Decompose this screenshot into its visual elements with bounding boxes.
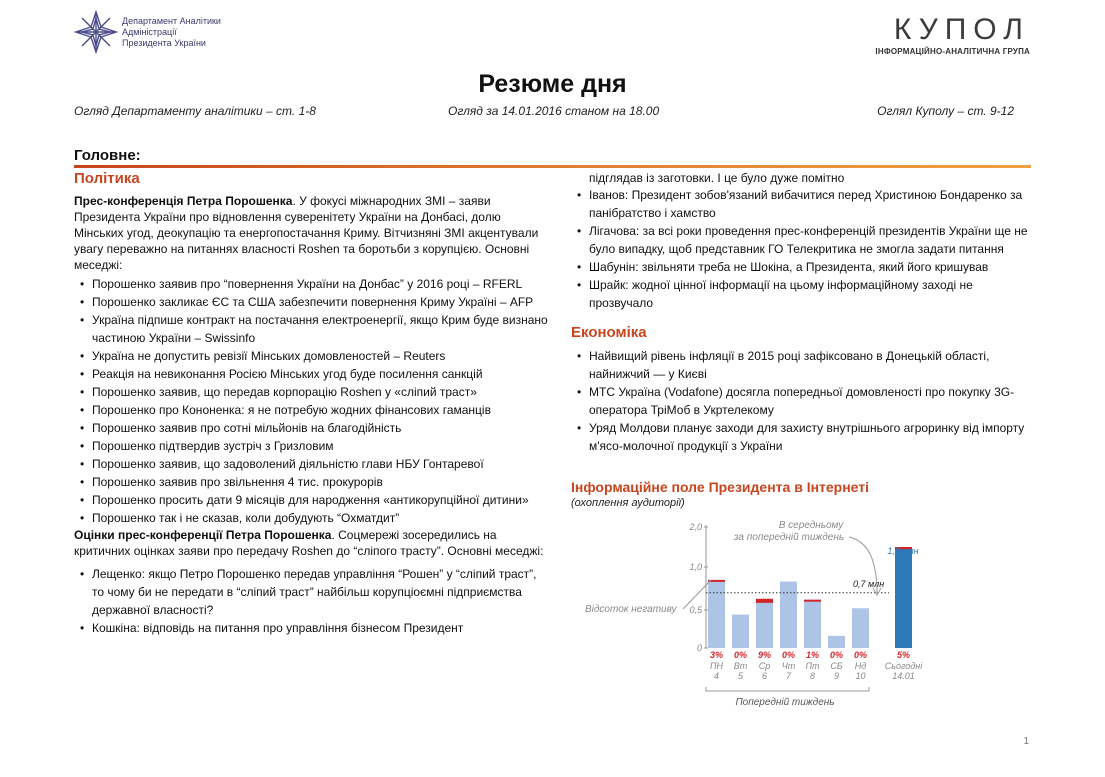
section-title-economy: Економіка — [571, 324, 647, 341]
average-annotation: В середньому — [778, 520, 844, 531]
bar — [828, 636, 845, 648]
x-tick-label: 10 — [855, 671, 866, 681]
page-title: Резюме дня — [478, 70, 627, 98]
x-tick-label: Ср — [758, 661, 771, 671]
list-item: • Іванов: Президент зобов'язаний вибачитися перед Христиною Бондаренко за панібратство і хамство — [577, 186, 1033, 222]
x-tick-label: СБ — [830, 661, 843, 671]
chart-title: Інформаційне поле Президента в Інтернеті — [571, 479, 870, 495]
star-emblem-icon — [74, 10, 118, 54]
list-item: • Кошкіна: відповідь на питання про управління бізнесом Президент — [80, 619, 549, 637]
subline-right: Оглял Куполу – ст. 9-12 — [877, 104, 1014, 118]
list-item: • Порошенко закликає ЄС та США забезпечити повернення Криму Україні – AFP — [80, 293, 549, 311]
brand-name: КУПОЛ — [893, 13, 1030, 46]
x-tick-label: Пт — [805, 661, 820, 671]
list-item: • Порошенко заявив, що передав корпорацію Roshen у «сліпий траст» — [80, 383, 549, 401]
department-logo — [74, 10, 274, 56]
list-item: • Шрайк: жодної цінної інформації на цьому інформаційному заході не прозвучало — [577, 276, 1033, 312]
today-value-label: 1,5 млн — [887, 546, 919, 556]
right-column — [571, 170, 1033, 509]
list-item: • Реакція на невиконання Росією Мінських угод буде посилення санкцій — [80, 365, 549, 383]
list-item: • Україна не допустить ревізії Мінських домовленостей – Reuters — [80, 347, 549, 365]
bar — [852, 608, 869, 648]
y-tick-label: 1,0 — [689, 562, 702, 572]
list-item: • Найвищий рівень інфляції в 2015 році зафіксовано в Донецькій області, найнижчий — у Києві — [577, 347, 1033, 383]
y-tick-label: 2,0 — [689, 522, 702, 532]
bar-negative-segment — [756, 599, 773, 603]
average-annotation: за попередній тиждень — [733, 532, 845, 543]
politics-intro-text: . У фокусі міжнародних ЗМІ – заяви Президента України про відновлення суверенітету України на Донбасі, долю Мінських угод, деокупацію та енергопостачання Криму. Вітчизняні ЗМІ акцентували увагу переважно на питаннях власності Roshen та боротьби з корупцією. Основні меседжі: — [74, 194, 539, 272]
politics-intro-bold: Прес-конференція Петра Порошенка — [74, 194, 293, 208]
department-line: Департамент Аналітики — [122, 16, 221, 26]
list-item: • Порошенко підтвердив зустріч з Гризловим — [80, 437, 549, 455]
evaluations-intro-text: . Соцмережі зосередились на критичних оцінках заяви про передачу Roshen до “сліпого трасту”. Основні меседжі: — [74, 528, 544, 558]
x-tick-label: 14.01 — [892, 671, 915, 681]
x-tick-label: 5 — [737, 671, 744, 681]
reactions-bullets — [577, 186, 1033, 312]
bar — [756, 599, 773, 648]
main-heading: Головне: — [74, 147, 141, 164]
negative-percent-label: 3% — [709, 650, 724, 660]
x-tick-label: Вт — [733, 661, 748, 671]
list-item: • Порошенко заявив про сотні мільйонів на благодійність — [80, 419, 549, 437]
page-number: 1 — [1023, 736, 1029, 747]
negative-percent-label: 0% — [733, 650, 748, 660]
list-item: • Порошенко просить дати 9 місяців для народження «антикорупційної дитини» — [80, 491, 549, 509]
continuation-text: підглядав із заготовки. І це було дуже помітно — [589, 171, 845, 185]
list-item: • МТС Україна (Vodafone) досягла попередньої домовленості про покупку 3G-оператора ТріМоб в Укртелекому — [577, 383, 1033, 419]
negative-percent-label: 9% — [757, 650, 772, 660]
audience-reach-chart — [571, 515, 1031, 715]
list-item: • Лещенко: якщо Петро Порошенко передав управління “Рошен” у “сліпий траст”, то чому би не передати в “сліпий траст” найбільш корупціоємні підприємства державної власності? — [80, 565, 549, 619]
list-item: • Порошенко заявив, що задоволений діяльністю глави НБУ Гонтаревої — [80, 455, 549, 473]
bar — [732, 615, 749, 648]
x-axis-label: Попередній тиждень — [735, 697, 835, 708]
heading-divider — [74, 165, 1031, 168]
negative-percent-label: 0% — [781, 650, 796, 660]
subline-left: Огляд Департаменту аналітики – ст. 1-8 — [74, 104, 316, 118]
x-tick-label: 6 — [761, 671, 768, 681]
list-item: • Порошенко заявив про “повернення України на Донбас” у 2016 році – RFERL — [80, 275, 549, 293]
negative-percent-label: 1% — [805, 650, 820, 660]
kupol-logo — [875, 14, 1030, 56]
negative-annotation: Відсоток негативу — [585, 604, 677, 615]
average-value-label: 0,7 млн — [853, 578, 885, 589]
y-tick-label: 0,5 — [689, 605, 702, 615]
left-column — [74, 170, 549, 637]
x-tick-label: Нд — [854, 661, 867, 671]
x-tick-label: 9 — [833, 671, 840, 681]
bar — [895, 547, 912, 648]
list-item: • Порошенко про Кононенка: я не потребую жодних фінансових гаманців — [80, 401, 549, 419]
bar — [708, 580, 725, 648]
week-bracket — [706, 687, 869, 691]
subline-center: Огляд за 14.01.2016 станом на 18.00 — [448, 104, 660, 118]
department-line: Президента України — [122, 38, 206, 48]
list-item: • Порошенко заявив про звільнення 4 тис. прокурорів — [80, 473, 549, 491]
brand-subtitle: ІНФОРМАЦІЙНО-АНАЛІТИЧНА ГРУПА — [875, 47, 1030, 56]
chart-subtitle: (охоплення аудиторії) — [571, 497, 685, 509]
evaluations-bullets — [80, 565, 549, 637]
x-tick-label: Сьогодні — [884, 661, 923, 671]
negative-percent-label: 0% — [853, 650, 868, 660]
evaluations-intro — [74, 527, 549, 559]
x-tick-label: 8 — [809, 671, 816, 681]
department-name — [122, 16, 282, 49]
evaluations-intro-bold: Оцінки прес-конференції Петра Порошенка — [74, 528, 332, 542]
department-line: Адміністрації — [122, 27, 177, 37]
section-title-politics: Політика — [74, 170, 140, 187]
negative-percent-label: 0% — [829, 650, 844, 660]
economy-bullets — [577, 347, 1033, 455]
list-item: • Україна підпише контракт на постачання електроенергії, якщо Крим буде визнано частиною України – Swissinfo — [80, 311, 549, 347]
politics-intro — [74, 193, 549, 273]
x-tick-label: 4 — [713, 671, 720, 681]
list-item: • Лігачова: за всі роки проведення прес-конференцій президентів України ще не було випадку, щоб представник ГО Телекритика не змогла задати питання — [577, 222, 1033, 258]
list-item: • Порошенко так і не сказав, коли добудують “Охматдит” — [80, 509, 549, 527]
x-tick-label: ПН — [709, 661, 724, 671]
bar-negative-segment — [804, 600, 821, 602]
negative-percent-label: 5% — [896, 650, 911, 660]
x-tick-label: 7 — [785, 671, 792, 681]
x-tick-label: Чт — [781, 661, 796, 671]
bar — [804, 600, 821, 648]
list-item: • Уряд Молдови планує заходи для захисту внутрішнього агроринку від імпорту м'ясо-молочної продукції з України — [577, 419, 1033, 455]
bar — [780, 582, 797, 648]
list-item: • Шабунін: звільняти треба не Шокіна, а Президента, який його кришував — [577, 258, 1033, 276]
y-tick-label: 0 — [696, 643, 702, 653]
politics-bullets — [80, 275, 549, 527]
